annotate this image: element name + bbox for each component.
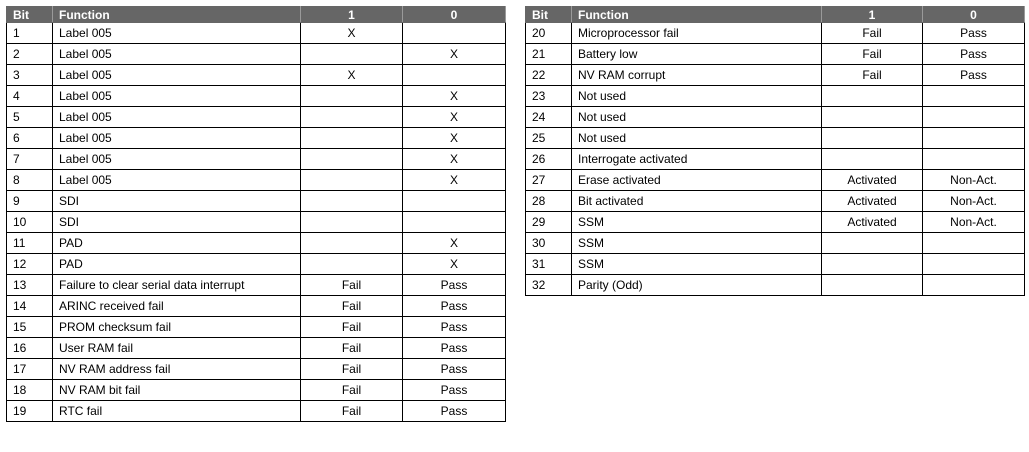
bit-cell: 4 (7, 86, 53, 107)
bit-cell: 25 (526, 128, 572, 149)
table-row (526, 149, 1025, 170)
bit-cell: 3 (7, 65, 53, 86)
header-zero: 0 (923, 7, 1025, 23)
value-one-cell (822, 86, 923, 107)
value-zero-cell (923, 86, 1025, 107)
function-cell: Not used (572, 86, 822, 107)
bit-cell: 28 (526, 191, 572, 212)
function-cell: Erase activated (572, 170, 822, 191)
value-one-cell (301, 107, 403, 128)
function-cell: Label 005 (53, 107, 301, 128)
value-zero-cell: Pass (403, 317, 506, 338)
function-cell: PAD (53, 233, 301, 254)
value-zero-cell (923, 254, 1025, 275)
bit-cell: 8 (7, 170, 53, 191)
table-row (7, 359, 506, 380)
function-cell: RTC fail (53, 401, 301, 422)
function-cell: Label 005 (53, 149, 301, 170)
bit-cell: 24 (526, 107, 572, 128)
table-row (7, 107, 506, 128)
value-one-cell: Fail (301, 380, 403, 401)
bit-cell: 6 (7, 128, 53, 149)
header-one: 1 (301, 7, 403, 23)
function-cell: NV RAM corrupt (572, 65, 822, 86)
value-zero-cell: Pass (403, 401, 506, 422)
table-body-right (526, 23, 1025, 296)
function-cell: SDI (53, 191, 301, 212)
value-zero-cell (923, 233, 1025, 254)
header-one: 1 (822, 7, 923, 23)
function-cell: SDI (53, 212, 301, 233)
table-row (7, 44, 506, 65)
function-cell: Failure to clear serial data interrupt (53, 275, 301, 296)
header-bit: Bit (7, 7, 53, 23)
table-row (526, 107, 1025, 128)
table-row (7, 317, 506, 338)
value-zero-cell: X (403, 170, 506, 191)
bit-cell: 10 (7, 212, 53, 233)
bit-cell: 21 (526, 44, 572, 65)
function-cell: SSM (572, 254, 822, 275)
value-zero-cell: Pass (923, 65, 1025, 86)
value-one-cell: Fail (301, 338, 403, 359)
function-cell: Bit activated (572, 191, 822, 212)
value-zero-cell: X (403, 149, 506, 170)
value-one-cell: Activated (822, 170, 923, 191)
bit-cell: 32 (526, 275, 572, 296)
value-zero-cell (923, 128, 1025, 149)
bit-cell: 20 (526, 23, 572, 44)
value-one-cell: Activated (822, 212, 923, 233)
function-cell: Parity (Odd) (572, 275, 822, 296)
header-bit: Bit (526, 7, 572, 23)
table-row (526, 233, 1025, 254)
table-row (7, 380, 506, 401)
function-cell: SSM (572, 212, 822, 233)
value-one-cell (822, 107, 923, 128)
bit-cell: 13 (7, 275, 53, 296)
value-zero-cell (923, 275, 1025, 296)
table-header-row (7, 7, 506, 23)
value-one-cell (822, 128, 923, 149)
value-zero-cell: X (403, 107, 506, 128)
value-one-cell (822, 275, 923, 296)
table-row (7, 23, 506, 44)
value-one-cell (822, 149, 923, 170)
value-zero-cell (923, 107, 1025, 128)
function-cell: PAD (53, 254, 301, 275)
value-zero-cell: Non-Act. (923, 170, 1025, 191)
bit-cell: 23 (526, 86, 572, 107)
value-zero-cell: X (403, 128, 506, 149)
value-zero-cell: Pass (403, 275, 506, 296)
value-zero-cell: Pass (403, 359, 506, 380)
value-one-cell (822, 254, 923, 275)
value-zero-cell (403, 212, 506, 233)
bit-cell: 16 (7, 338, 53, 359)
value-one-cell (301, 86, 403, 107)
value-one-cell (301, 191, 403, 212)
function-cell: NV RAM bit fail (53, 380, 301, 401)
table-row (526, 23, 1025, 44)
function-cell: Interrogate activated (572, 149, 822, 170)
value-zero-cell: Pass (403, 296, 506, 317)
function-cell: SSM (572, 233, 822, 254)
table-row (7, 275, 506, 296)
value-zero-cell: Non-Act. (923, 191, 1025, 212)
table-row (7, 170, 506, 191)
value-one-cell: Fail (301, 275, 403, 296)
bit-table-left (6, 6, 506, 422)
value-one-cell (301, 149, 403, 170)
table-row (526, 191, 1025, 212)
table-row (526, 128, 1025, 149)
value-one-cell: Fail (301, 317, 403, 338)
bit-table-right (525, 6, 1025, 296)
function-cell: Label 005 (53, 128, 301, 149)
value-one-cell (301, 254, 403, 275)
bit-cell: 5 (7, 107, 53, 128)
bit-cell: 18 (7, 380, 53, 401)
value-one-cell (301, 44, 403, 65)
bit-cell: 11 (7, 233, 53, 254)
function-cell: NV RAM address fail (53, 359, 301, 380)
function-cell: Not used (572, 128, 822, 149)
value-one-cell (301, 170, 403, 191)
function-cell: Label 005 (53, 23, 301, 44)
value-zero-cell: Pass (403, 338, 506, 359)
header-zero: 0 (403, 7, 506, 23)
value-one-cell (301, 212, 403, 233)
value-zero-cell (403, 23, 506, 44)
value-one-cell: Fail (822, 23, 923, 44)
value-zero-cell: Non-Act. (923, 212, 1025, 233)
table-row (7, 191, 506, 212)
function-cell: PROM checksum fail (53, 317, 301, 338)
bit-cell: 27 (526, 170, 572, 191)
bit-cell: 2 (7, 44, 53, 65)
value-one-cell: X (301, 23, 403, 44)
function-cell: Label 005 (53, 86, 301, 107)
table-row (7, 212, 506, 233)
table-row (526, 212, 1025, 233)
function-cell: Battery low (572, 44, 822, 65)
table-row (7, 296, 506, 317)
table-row (526, 275, 1025, 296)
value-one-cell (822, 233, 923, 254)
value-one-cell (301, 128, 403, 149)
header-function: Function (53, 7, 301, 23)
value-one-cell: Fail (301, 296, 403, 317)
bit-cell: 15 (7, 317, 53, 338)
value-one-cell: Fail (301, 401, 403, 422)
value-zero-cell (403, 65, 506, 86)
bit-cell: 9 (7, 191, 53, 212)
function-cell: ARINC received fail (53, 296, 301, 317)
value-one-cell: Fail (822, 65, 923, 86)
bit-cell: 19 (7, 401, 53, 422)
function-cell: User RAM fail (53, 338, 301, 359)
value-one-cell: X (301, 65, 403, 86)
value-zero-cell: Pass (403, 380, 506, 401)
bit-cell: 22 (526, 65, 572, 86)
table-row (7, 233, 506, 254)
bit-cell: 7 (7, 149, 53, 170)
bit-cell: 31 (526, 254, 572, 275)
table-row (526, 86, 1025, 107)
bit-cell: 29 (526, 212, 572, 233)
value-zero-cell: X (403, 86, 506, 107)
table-row (7, 401, 506, 422)
value-zero-cell (923, 149, 1025, 170)
value-one-cell: Fail (822, 44, 923, 65)
bit-cell: 1 (7, 23, 53, 44)
bit-cell: 14 (7, 296, 53, 317)
table-row (7, 128, 506, 149)
bit-cell: 26 (526, 149, 572, 170)
bit-cell: 12 (7, 254, 53, 275)
value-zero-cell: Pass (923, 44, 1025, 65)
function-cell: Not used (572, 107, 822, 128)
value-one-cell: Activated (822, 191, 923, 212)
table-body-left (7, 23, 506, 422)
table-row (526, 44, 1025, 65)
table-row (7, 338, 506, 359)
table-row (526, 254, 1025, 275)
value-zero-cell: X (403, 44, 506, 65)
table-row (7, 149, 506, 170)
table-row (526, 170, 1025, 191)
table-row (526, 65, 1025, 86)
value-zero-cell (403, 191, 506, 212)
bit-cell: 30 (526, 233, 572, 254)
value-one-cell (301, 233, 403, 254)
function-cell: Label 005 (53, 170, 301, 191)
bit-cell: 17 (7, 359, 53, 380)
table-row (7, 65, 506, 86)
value-zero-cell: X (403, 254, 506, 275)
value-zero-cell: Pass (923, 23, 1025, 44)
value-one-cell: Fail (301, 359, 403, 380)
table-row (7, 254, 506, 275)
function-cell: Label 005 (53, 65, 301, 86)
function-cell: Label 005 (53, 44, 301, 65)
function-cell: Microprocessor fail (572, 23, 822, 44)
table-header-row (526, 7, 1025, 23)
table-row (7, 86, 506, 107)
header-function: Function (572, 7, 822, 23)
value-zero-cell: X (403, 233, 506, 254)
